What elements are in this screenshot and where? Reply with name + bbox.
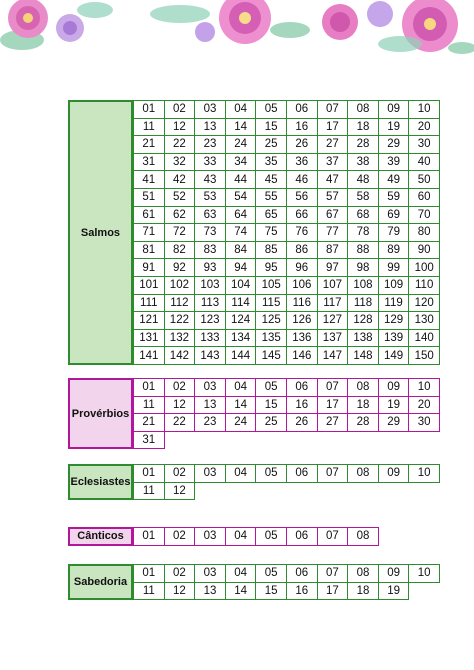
chapter-cell-salmos-135[interactable]: 135 xyxy=(255,329,287,348)
chapter-cell-salmos-118[interactable]: 118 xyxy=(347,294,379,313)
chapter-cell-sabedoria-19[interactable]: 19 xyxy=(378,582,410,601)
chapter-cell-salmos-12[interactable]: 12 xyxy=(164,118,196,137)
chapter-cell-salmos-114[interactable]: 114 xyxy=(225,294,257,313)
chapter-cell-proverbios-16[interactable]: 16 xyxy=(286,396,318,415)
chapter-cell-salmos-85[interactable]: 85 xyxy=(255,241,287,260)
book-label-proverbios: Provérbios xyxy=(68,378,133,449)
chapter-cell-salmos-37[interactable]: 37 xyxy=(317,153,349,172)
chapter-cell-salmos-49[interactable]: 49 xyxy=(378,170,410,189)
chapter-cell-salmos-131[interactable]: 131 xyxy=(133,329,165,348)
chapter-cell-salmos-44[interactable]: 44 xyxy=(225,170,257,189)
chapter-cell-canticos-4[interactable]: 04 xyxy=(225,527,257,546)
chapter-cell-canticos-3[interactable]: 03 xyxy=(194,527,226,546)
chapter-cell-proverbios-22[interactable]: 22 xyxy=(164,413,196,432)
chapter-cell-salmos-90[interactable]: 90 xyxy=(408,241,440,260)
chapter-cell-salmos-91[interactable]: 91 xyxy=(133,258,165,277)
chapter-cell-salmos-7[interactable]: 07 xyxy=(317,100,349,119)
chapter-cell-salmos-14[interactable]: 14 xyxy=(225,118,257,137)
chapter-cell-salmos-92[interactable]: 92 xyxy=(164,258,196,277)
chapter-cell-proverbios-11[interactable]: 11 xyxy=(133,396,165,415)
chapter-cell-salmos-33[interactable]: 33 xyxy=(194,153,226,172)
chapter-cell-salmos-66[interactable]: 66 xyxy=(286,206,318,225)
chapter-cell-salmos-80[interactable]: 80 xyxy=(408,223,440,242)
chapter-cell-salmos-10[interactable]: 10 xyxy=(408,100,440,119)
chapter-cell-proverbios-19[interactable]: 19 xyxy=(378,396,410,415)
chapter-cell-proverbios-5[interactable]: 05 xyxy=(255,378,287,397)
chapter-cell-canticos-7[interactable]: 07 xyxy=(317,527,349,546)
chapter-cell-salmos-89[interactable]: 89 xyxy=(378,241,410,260)
chapter-cell-salmos-35[interactable]: 35 xyxy=(255,153,287,172)
chapter-cell-proverbios-12[interactable]: 12 xyxy=(164,396,196,415)
chapter-cell-salmos-5[interactable]: 05 xyxy=(255,100,287,119)
chapter-cell-sabedoria-16[interactable]: 16 xyxy=(286,582,318,601)
chapter-cell-sabedoria-8[interactable]: 08 xyxy=(347,564,379,583)
chapter-cell-salmos-148[interactable]: 148 xyxy=(347,346,379,365)
chapter-cell-salmos-103[interactable]: 103 xyxy=(194,276,226,295)
chapter-cell-canticos-5[interactable]: 05 xyxy=(255,527,287,546)
chapter-cell-proverbios-29[interactable]: 29 xyxy=(378,413,410,432)
chapter-cell-salmos-139[interactable]: 139 xyxy=(378,329,410,348)
chapter-cell-salmos-22[interactable]: 22 xyxy=(164,135,196,154)
chapter-cell-salmos-26[interactable]: 26 xyxy=(286,135,318,154)
chapter-cell-salmos-129[interactable]: 129 xyxy=(378,311,410,330)
chapter-cell-salmos-23[interactable]: 23 xyxy=(194,135,226,154)
chapter-cell-salmos-8[interactable]: 08 xyxy=(347,100,379,119)
chapter-cell-proverbios-18[interactable]: 18 xyxy=(347,396,379,415)
chapter-cell-proverbios-28[interactable]: 28 xyxy=(347,413,379,432)
chapter-cell-salmos-69[interactable]: 69 xyxy=(378,206,410,225)
chapter-cell-salmos-142[interactable]: 142 xyxy=(164,346,196,365)
chapter-cell-salmos-111[interactable]: 111 xyxy=(133,294,165,313)
chapter-cell-eclesiastes-9[interactable]: 09 xyxy=(378,464,410,483)
chapter-cell-salmos-109[interactable]: 109 xyxy=(378,276,410,295)
chapter-cell-salmos-32[interactable]: 32 xyxy=(164,153,196,172)
chapter-cell-salmos-68[interactable]: 68 xyxy=(347,206,379,225)
chapter-cell-salmos-121[interactable]: 121 xyxy=(133,311,165,330)
chapter-cell-sabedoria-1[interactable]: 01 xyxy=(133,564,165,583)
chapter-cell-sabedoria-17[interactable]: 17 xyxy=(317,582,349,601)
chapter-cell-eclesiastes-1[interactable]: 01 xyxy=(133,464,165,483)
chapter-cell-salmos-65[interactable]: 65 xyxy=(255,206,287,225)
chapter-cell-salmos-20[interactable]: 20 xyxy=(408,118,440,137)
chapter-cell-salmos-56[interactable]: 56 xyxy=(286,188,318,207)
chapter-cell-salmos-82[interactable]: 82 xyxy=(164,241,196,260)
chapter-cell-salmos-74[interactable]: 74 xyxy=(225,223,257,242)
chapter-cell-salmos-67[interactable]: 67 xyxy=(317,206,349,225)
chapter-cell-salmos-42[interactable]: 42 xyxy=(164,170,196,189)
chapter-cell-proverbios-8[interactable]: 08 xyxy=(347,378,379,397)
chapter-cell-salmos-124[interactable]: 124 xyxy=(225,311,257,330)
chapter-cell-salmos-17[interactable]: 17 xyxy=(317,118,349,137)
chapter-cell-sabedoria-13[interactable]: 13 xyxy=(194,582,226,601)
chapter-cell-salmos-138[interactable]: 138 xyxy=(347,329,379,348)
chapter-cell-salmos-71[interactable]: 71 xyxy=(133,223,165,242)
chapter-cell-salmos-104[interactable]: 104 xyxy=(225,276,257,295)
chapter-cell-salmos-73[interactable]: 73 xyxy=(194,223,226,242)
chapter-cell-salmos-123[interactable]: 123 xyxy=(194,311,226,330)
chapter-cell-salmos-41[interactable]: 41 xyxy=(133,170,165,189)
chapter-cell-salmos-149[interactable]: 149 xyxy=(378,346,410,365)
chapter-cell-proverbios-15[interactable]: 15 xyxy=(255,396,287,415)
chapter-cell-eclesiastes-4[interactable]: 04 xyxy=(225,464,257,483)
chapter-cell-salmos-117[interactable]: 117 xyxy=(317,294,349,313)
chapter-cell-salmos-141[interactable]: 141 xyxy=(133,346,165,365)
chapter-cell-salmos-77[interactable]: 77 xyxy=(317,223,349,242)
book-label-sabedoria: Sabedoria xyxy=(68,564,133,600)
chapter-cell-proverbios-4[interactable]: 04 xyxy=(225,378,257,397)
chapter-cell-salmos-6[interactable]: 06 xyxy=(286,100,318,119)
chapter-cell-salmos-45[interactable]: 45 xyxy=(255,170,287,189)
chapter-cell-salmos-29[interactable]: 29 xyxy=(378,135,410,154)
chapter-cell-salmos-39[interactable]: 39 xyxy=(378,153,410,172)
chapter-cell-proverbios-25[interactable]: 25 xyxy=(255,413,287,432)
chapter-cell-salmos-1[interactable]: 01 xyxy=(133,100,165,119)
chapter-cell-proverbios-7[interactable]: 07 xyxy=(317,378,349,397)
chapter-cell-salmos-52[interactable]: 52 xyxy=(164,188,196,207)
chapter-cell-canticos-1[interactable]: 01 xyxy=(133,527,165,546)
chapter-cell-sabedoria-6[interactable]: 06 xyxy=(286,564,318,583)
chapter-cell-salmos-145[interactable]: 145 xyxy=(255,346,287,365)
chapter-cell-salmos-53[interactable]: 53 xyxy=(194,188,226,207)
chapter-cell-sabedoria-4[interactable]: 04 xyxy=(225,564,257,583)
chapter-cell-salmos-150[interactable]: 150 xyxy=(408,346,440,365)
chapter-cell-salmos-43[interactable]: 43 xyxy=(194,170,226,189)
book-label-eclesiastes: Eclesiastes xyxy=(68,464,133,500)
chapter-cell-salmos-140[interactable]: 140 xyxy=(408,329,440,348)
book-label-salmos: Salmos xyxy=(68,100,133,365)
chapter-cell-sabedoria-3[interactable]: 03 xyxy=(194,564,226,583)
chapter-cell-salmos-61[interactable]: 61 xyxy=(133,206,165,225)
chapter-cell-salmos-79[interactable]: 79 xyxy=(378,223,410,242)
chapter-cell-salmos-48[interactable]: 48 xyxy=(347,170,379,189)
chapter-cell-proverbios-24[interactable]: 24 xyxy=(225,413,257,432)
chapter-cell-salmos-127[interactable]: 127 xyxy=(317,311,349,330)
chapter-cell-salmos-97[interactable]: 97 xyxy=(317,258,349,277)
chapter-cell-salmos-128[interactable]: 128 xyxy=(347,311,379,330)
chapter-cell-salmos-27[interactable]: 27 xyxy=(317,135,349,154)
chapter-cell-salmos-100[interactable]: 100 xyxy=(408,258,440,277)
chapter-cell-proverbios-9[interactable]: 09 xyxy=(378,378,410,397)
chapter-cell-canticos-8[interactable]: 08 xyxy=(347,527,379,546)
chapter-cell-salmos-75[interactable]: 75 xyxy=(255,223,287,242)
chapter-cell-proverbios-14[interactable]: 14 xyxy=(225,396,257,415)
chapter-cell-salmos-98[interactable]: 98 xyxy=(347,258,379,277)
chapter-cell-sabedoria-10[interactable]: 10 xyxy=(408,564,440,583)
chapter-cell-salmos-102[interactable]: 102 xyxy=(164,276,196,295)
chapter-cell-sabedoria-9[interactable]: 09 xyxy=(378,564,410,583)
chapter-cell-eclesiastes-5[interactable]: 05 xyxy=(255,464,287,483)
chapter-cell-salmos-143[interactable]: 143 xyxy=(194,346,226,365)
chapter-cell-eclesiastes-6[interactable]: 06 xyxy=(286,464,318,483)
chapter-cell-salmos-47[interactable]: 47 xyxy=(317,170,349,189)
chapter-cell-salmos-134[interactable]: 134 xyxy=(225,329,257,348)
chapter-cell-proverbios-17[interactable]: 17 xyxy=(317,396,349,415)
chapter-cell-proverbios-1[interactable]: 01 xyxy=(133,378,165,397)
chapter-cell-salmos-83[interactable]: 83 xyxy=(194,241,226,260)
chapter-cell-salmos-50[interactable]: 50 xyxy=(408,170,440,189)
chapter-cell-salmos-110[interactable]: 110 xyxy=(408,276,440,295)
chapter-cell-salmos-64[interactable]: 64 xyxy=(225,206,257,225)
chapter-cell-salmos-60[interactable]: 60 xyxy=(408,188,440,207)
chapter-cell-sabedoria-2[interactable]: 02 xyxy=(164,564,196,583)
chapter-cell-salmos-46[interactable]: 46 xyxy=(286,170,318,189)
chapter-cell-salmos-86[interactable]: 86 xyxy=(286,241,318,260)
chapter-cell-salmos-38[interactable]: 38 xyxy=(347,153,379,172)
chapter-cell-salmos-3[interactable]: 03 xyxy=(194,100,226,119)
chapter-cell-eclesiastes-7[interactable]: 07 xyxy=(317,464,349,483)
chapter-cell-salmos-147[interactable]: 147 xyxy=(317,346,349,365)
chapter-cell-sabedoria-7[interactable]: 07 xyxy=(317,564,349,583)
chapter-cell-proverbios-6[interactable]: 06 xyxy=(286,378,318,397)
chapter-cell-salmos-96[interactable]: 96 xyxy=(286,258,318,277)
chapter-cell-salmos-59[interactable]: 59 xyxy=(378,188,410,207)
chapter-cell-salmos-28[interactable]: 28 xyxy=(347,135,379,154)
chapter-cell-proverbios-30[interactable]: 30 xyxy=(408,413,440,432)
chapter-cell-salmos-25[interactable]: 25 xyxy=(255,135,287,154)
chapter-cell-salmos-95[interactable]: 95 xyxy=(255,258,287,277)
chapter-cell-salmos-76[interactable]: 76 xyxy=(286,223,318,242)
chapter-cell-salmos-9[interactable]: 09 xyxy=(378,100,410,119)
chapter-cell-proverbios-3[interactable]: 03 xyxy=(194,378,226,397)
chapter-cell-proverbios-26[interactable]: 26 xyxy=(286,413,318,432)
chapter-cell-salmos-144[interactable]: 144 xyxy=(225,346,257,365)
chapter-cell-salmos-99[interactable]: 99 xyxy=(378,258,410,277)
chapter-cell-salmos-126[interactable]: 126 xyxy=(286,311,318,330)
chapter-cell-salmos-106[interactable]: 106 xyxy=(286,276,318,295)
chapter-cell-sabedoria-5[interactable]: 05 xyxy=(255,564,287,583)
chapter-cell-salmos-116[interactable]: 116 xyxy=(286,294,318,313)
chapter-cell-salmos-115[interactable]: 115 xyxy=(255,294,287,313)
chapter-cell-salmos-84[interactable]: 84 xyxy=(225,241,257,260)
chapter-cell-salmos-105[interactable]: 105 xyxy=(255,276,287,295)
chapter-cell-salmos-112[interactable]: 112 xyxy=(164,294,196,313)
chapter-cell-salmos-101[interactable]: 101 xyxy=(133,276,165,295)
chapter-cell-proverbios-10[interactable]: 10 xyxy=(408,378,440,397)
chapter-cell-salmos-93[interactable]: 93 xyxy=(194,258,226,277)
chapter-cell-eclesiastes-8[interactable]: 08 xyxy=(347,464,379,483)
chapter-cell-canticos-2[interactable]: 02 xyxy=(164,527,196,546)
chapter-cell-salmos-36[interactable]: 36 xyxy=(286,153,318,172)
chapter-cell-salmos-120[interactable]: 120 xyxy=(408,294,440,313)
chapter-cell-canticos-6[interactable]: 06 xyxy=(286,527,318,546)
chapter-cell-salmos-24[interactable]: 24 xyxy=(225,135,257,154)
chapter-cell-salmos-18[interactable]: 18 xyxy=(347,118,379,137)
chapter-cell-salmos-137[interactable]: 137 xyxy=(317,329,349,348)
book-label-canticos: Cânticos xyxy=(68,527,133,546)
chapter-cell-salmos-51[interactable]: 51 xyxy=(133,188,165,207)
chapter-cell-proverbios-21[interactable]: 21 xyxy=(133,413,165,432)
chapter-cell-salmos-63[interactable]: 63 xyxy=(194,206,226,225)
chapter-cell-salmos-133[interactable]: 133 xyxy=(194,329,226,348)
chapter-cell-salmos-55[interactable]: 55 xyxy=(255,188,287,207)
chapter-cell-salmos-132[interactable]: 132 xyxy=(164,329,196,348)
chapter-cell-proverbios-23[interactable]: 23 xyxy=(194,413,226,432)
chapter-cell-salmos-57[interactable]: 57 xyxy=(317,188,349,207)
chapter-cell-salmos-81[interactable]: 81 xyxy=(133,241,165,260)
chapter-cell-salmos-136[interactable]: 136 xyxy=(286,329,318,348)
chapter-cell-salmos-146[interactable]: 146 xyxy=(286,346,318,365)
chapter-cell-salmos-4[interactable]: 04 xyxy=(225,100,257,119)
chapter-cell-eclesiastes-2[interactable]: 02 xyxy=(164,464,196,483)
chapter-cell-sabedoria-15[interactable]: 15 xyxy=(255,582,287,601)
chapter-cell-sabedoria-18[interactable]: 18 xyxy=(347,582,379,601)
chapter-cell-proverbios-13[interactable]: 13 xyxy=(194,396,226,415)
chapter-cell-salmos-107[interactable]: 107 xyxy=(317,276,349,295)
chapter-cell-salmos-13[interactable]: 13 xyxy=(194,118,226,137)
chapter-cell-salmos-72[interactable]: 72 xyxy=(164,223,196,242)
chapter-cell-proverbios-2[interactable]: 02 xyxy=(164,378,196,397)
chapter-cell-salmos-119[interactable]: 119 xyxy=(378,294,410,313)
chapter-cell-salmos-54[interactable]: 54 xyxy=(225,188,257,207)
chapter-cell-salmos-19[interactable]: 19 xyxy=(378,118,410,137)
chapter-cell-salmos-62[interactable]: 62 xyxy=(164,206,196,225)
chapter-cell-salmos-108[interactable]: 108 xyxy=(347,276,379,295)
chapter-cell-salmos-40[interactable]: 40 xyxy=(408,153,440,172)
chapter-cell-salmos-78[interactable]: 78 xyxy=(347,223,379,242)
chapter-cell-eclesiastes-12[interactable]: 12 xyxy=(164,482,196,501)
chapter-cell-proverbios-31[interactable]: 31 xyxy=(133,431,165,450)
chapter-cell-salmos-130[interactable]: 130 xyxy=(408,311,440,330)
chapter-cell-salmos-15[interactable]: 15 xyxy=(255,118,287,137)
chapter-cell-salmos-94[interactable]: 94 xyxy=(225,258,257,277)
chapter-cell-salmos-34[interactable]: 34 xyxy=(225,153,257,172)
chapter-cell-proverbios-20[interactable]: 20 xyxy=(408,396,440,415)
chapter-cell-salmos-70[interactable]: 70 xyxy=(408,206,440,225)
chapter-cell-salmos-21[interactable]: 21 xyxy=(133,135,165,154)
chapter-cell-salmos-11[interactable]: 11 xyxy=(133,118,165,137)
chapter-cell-salmos-30[interactable]: 30 xyxy=(408,135,440,154)
chapter-cell-sabedoria-14[interactable]: 14 xyxy=(225,582,257,601)
chapter-cell-salmos-87[interactable]: 87 xyxy=(317,241,349,260)
chapter-cell-salmos-122[interactable]: 122 xyxy=(164,311,196,330)
chapter-cell-salmos-125[interactable]: 125 xyxy=(255,311,287,330)
chapter-cell-salmos-16[interactable]: 16 xyxy=(286,118,318,137)
chapter-cell-salmos-31[interactable]: 31 xyxy=(133,153,165,172)
chapter-cell-salmos-113[interactable]: 113 xyxy=(194,294,226,313)
chapter-cell-sabedoria-11[interactable]: 11 xyxy=(133,582,165,601)
chapter-cell-eclesiastes-10[interactable]: 10 xyxy=(408,464,440,483)
chapter-cell-eclesiastes-3[interactable]: 03 xyxy=(194,464,226,483)
chapter-cell-sabedoria-12[interactable]: 12 xyxy=(164,582,196,601)
chapter-cell-eclesiastes-11[interactable]: 11 xyxy=(133,482,165,501)
chapter-cell-proverbios-27[interactable]: 27 xyxy=(317,413,349,432)
chapter-cell-salmos-58[interactable]: 58 xyxy=(347,188,379,207)
chapter-cell-salmos-2[interactable]: 02 xyxy=(164,100,196,119)
chapter-cell-salmos-88[interactable]: 88 xyxy=(347,241,379,260)
